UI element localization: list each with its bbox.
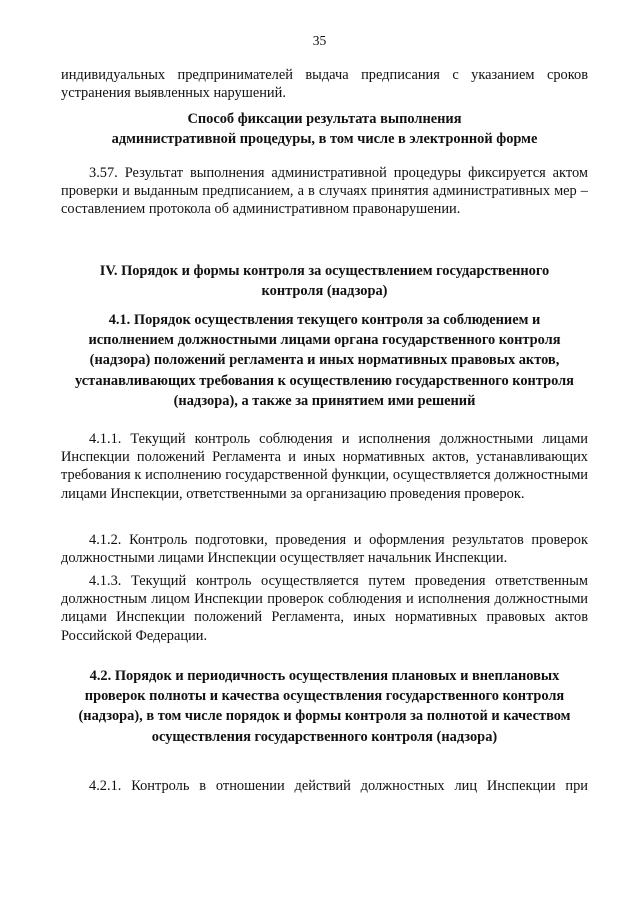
heading-line: исполнением должностными лицами органа государственного контроля <box>88 332 561 349</box>
heading-line: IV. Порядок и формы контроля за осуществлением государственного <box>99 263 550 279</box>
section-iv-heading <box>61 261 588 301</box>
heading-line: 4.1. Порядок осуществления текущего контроля за соблюдением и <box>108 312 541 328</box>
heading-line: 4.2. Порядок и периодичность осуществления плановых и внеплановых <box>89 668 560 684</box>
heading-line: (надзора), а также за принятием ими решений <box>173 392 476 409</box>
clause-4-1-2: 4.1.2. Контроль подготовки, проведения и оформления результатов проверок должностными лицами Инспекции осуществляет начальник Инспекции. <box>61 532 588 567</box>
section-result-heading <box>61 109 588 149</box>
section-4-2-heading <box>61 666 588 747</box>
heading-line: административной процедуры, в том числе в электронной форме <box>111 131 538 148</box>
heading-line: (надзора) положений регламента и иных нормативных правовых актов, <box>89 352 560 369</box>
heading-line: Способ фиксации результата выполнения <box>187 111 462 127</box>
intro-paragraph: индивидуальных предпринимателей выдача предписания с указанием сроков устранения выявленных нарушений. <box>61 67 588 102</box>
heading-line: устанавливающих требования к осуществлению государственного контроля <box>75 372 574 389</box>
clause-3-57: 3.57. Результат выполнения административной процедуры фиксируется актом проверки и выданным предписанием, а в случаях принятия административных мер – составлением протокола об административном правонарушении. <box>61 165 588 218</box>
section-4-1-heading <box>61 310 588 411</box>
clause-4-1-3: 4.1.3. Текущий контроль осуществляется путем проведения ответственным должностным лицом Инспекции проверок соблюдения и исполнения должностными лицами Инспекции положений Регламента, иных нормативных правовых актов Российской Федерации. <box>61 573 588 644</box>
page-number: 35 <box>312 33 327 48</box>
heading-line: проверок полноты и качества осуществления государственного контроля <box>84 688 565 705</box>
clause-4-2-1: 4.2.1. Контроль в отношении действий должностных лиц Инспекции при <box>89 778 588 794</box>
heading-line: (надзора), в том числе порядок и формы контроля за полнотой и качеством <box>78 708 571 725</box>
clause-4-1-1: 4.1.1. Текущий контроль соблюдения и исполнения должностными лицами Инспекции положений Регламента и иных нормативных актов, устанавливающих требования к исполнению государственной функции, осуществляется должностными лицами Инспекции, ответственными за организацию проведения проверок. <box>61 431 588 502</box>
heading-line: осуществления государственного контроля (надзора) <box>151 728 498 745</box>
heading-line: контроля (надзора) <box>261 283 388 300</box>
